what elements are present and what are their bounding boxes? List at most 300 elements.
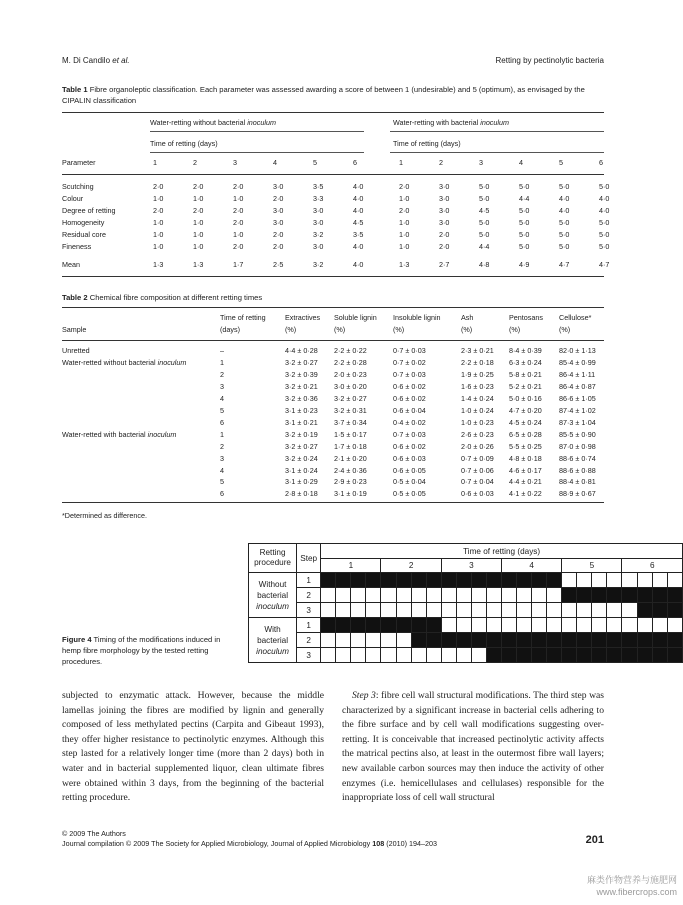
table1-cell: 5·0 — [559, 229, 570, 239]
figure4-empty-cell — [532, 618, 547, 633]
table1-header-rule — [62, 174, 604, 175]
figure4-empty-cell — [321, 588, 336, 603]
table2-cell: 0·6 ± 0·02 — [393, 441, 426, 451]
table2-cell: 1·7 ± 0·18 — [334, 441, 367, 451]
figure4-filled-cell — [637, 588, 652, 603]
table1-caption — [62, 84, 604, 106]
table1-cell: 5·0 — [519, 181, 530, 191]
table1-cell: 1·0 — [193, 229, 204, 239]
figure4-empty-cell — [622, 573, 637, 588]
figure4-empty-cell — [396, 603, 411, 618]
figure4-filled-cell — [652, 633, 667, 648]
table2-cell: 88·6 ± 0·88 — [559, 465, 596, 475]
table2-cell: 3·2 ± 0·31 — [334, 405, 367, 415]
table2-header-row — [62, 324, 604, 336]
table2-column-header — [62, 312, 220, 324]
figure4-empty-cell — [652, 573, 667, 588]
body-paragraph-left: subjected to enzymatic attack. However, because the middle lamellas joining the fibres are modified by lignin and generally composed of less methylated pectins (Carpita and Gibeaut 1993), they offer higher resistance to pectinolytic enzymes. Although this step lasted for a relatively longer time (more than 2 days) both in water and in bacterial supplemented liquor, clean ultimate fibres were obtained within 3 days, from the beginning of the bacterial retting procedure. — [62, 690, 324, 804]
table2-cell: 3·1 ± 0·21 — [285, 417, 318, 427]
table2-cell: 88·9 ± 0·67 — [559, 489, 596, 499]
table2-label: Table 2 — [62, 293, 88, 302]
figure4-chart — [248, 543, 683, 663]
table1-cell: 1·3 — [153, 260, 164, 269]
table1-cell: 4·0 — [353, 181, 364, 191]
table1-row-label: Homogeneity — [62, 217, 105, 227]
table2-cell: 0·5 ± 0·04 — [393, 477, 426, 487]
table1-cell: 2·0 — [193, 205, 204, 215]
table2-day: 5 — [220, 405, 224, 415]
table2-column-header: (%) — [285, 325, 297, 334]
table2-column-header: (%) — [461, 325, 473, 334]
table2-cell: 3·2 ± 0·24 — [285, 453, 318, 463]
table2-cell: 0·7 ± 0·03 — [393, 369, 426, 379]
table1-cell: 1·0 — [153, 241, 164, 251]
table2-cell: 3·2 ± 0·27 — [334, 393, 367, 403]
figure4-filled-cell — [426, 618, 441, 633]
table2-sample — [62, 488, 220, 500]
figure4-empty-cell — [441, 618, 456, 633]
table2-cell: 3·1 ± 0·29 — [285, 477, 318, 487]
table1-cell: 2·0 — [273, 241, 284, 251]
running-header-title: Retting by pectinolytic bacteria — [495, 56, 604, 65]
table2-cell: 0·6 ± 0·02 — [393, 393, 426, 403]
table1-cell: 5·0 — [599, 217, 610, 227]
figure4-empty-cell — [486, 588, 501, 603]
figure4-filled-cell — [652, 648, 667, 663]
figure4-filled-cell — [637, 603, 652, 618]
table2-cell: 5·5 ± 0·25 — [509, 441, 542, 451]
table2-column-header: Pentosans — [509, 313, 543, 322]
table1-cell: 2·0 — [233, 205, 244, 215]
table2-cell: 88·6 ± 0·74 — [559, 453, 596, 463]
table1-cell: 3·0 — [439, 205, 450, 215]
figure4-filled-cell — [381, 573, 396, 588]
table1-cell: 4·5 — [479, 205, 490, 215]
figure4-day-label: 1 — [321, 559, 381, 573]
figure4-filled-cell — [486, 633, 501, 648]
table1-cell: 3·0 — [313, 241, 324, 251]
table1-cell: 1·0 — [399, 193, 410, 203]
table2-cell: 2·4 ± 0·36 — [334, 465, 367, 475]
figure4-filled-cell — [411, 573, 426, 588]
figure4-caption — [62, 634, 222, 667]
figure4-empty-cell — [607, 573, 622, 588]
figure4-empty-cell — [426, 603, 441, 618]
figure4-empty-cell — [366, 633, 381, 648]
page-number: 201 — [585, 834, 604, 846]
table2-day: 1 — [220, 357, 224, 367]
table1-cell: 3·5 — [353, 229, 364, 239]
table2-row — [62, 345, 604, 357]
figure4-filled-cell — [381, 618, 396, 633]
table2-cell: 0·6 ± 0·03 — [393, 453, 426, 463]
figure4-empty-cell — [577, 573, 592, 588]
table1-cell: 5·0 — [519, 229, 530, 239]
figure4-empty-cell — [592, 573, 607, 588]
figure4-filled-cell — [501, 573, 516, 588]
figure4-filled-cell — [426, 573, 441, 588]
body-paragraph-right: Step 3: fibre cell wall structural modifications. The third step was characterized by a significant increase in bacterial cells adhering to the fibre surface and by cell wall modifications suggesting over-retting. It is conceivable that increased pectinolytic activity affects the matrical pectins also, at least in the outermost fibre wall layers; new available carbon sources may then induce the activity of other enzymes (i.e. hemicellulases and cellulases) responsible for the inappropriate loss of cell wall structural — [342, 690, 604, 804]
table2-header — [62, 312, 604, 336]
table2-column-header: (%) — [393, 325, 405, 334]
table2-cell: 4·4 ± 0·28 — [285, 346, 318, 355]
table2-column-header: (%) — [334, 325, 346, 334]
figure4-filled-cell — [336, 573, 351, 588]
figure4-filled-cell — [517, 573, 532, 588]
table2-bottom-rule — [62, 502, 604, 503]
table2-cell: 0·7 ± 0·06 — [461, 465, 494, 475]
figure4-filled-cell — [622, 588, 637, 603]
table1-cell: 4·0 — [559, 205, 570, 215]
table2-cell: 5·2 ± 0·21 — [509, 381, 542, 391]
table2-day: – — [220, 346, 224, 355]
table1-cell: 2·0 — [439, 229, 450, 239]
figure4-filled-cell — [607, 588, 622, 603]
table2-sample — [62, 441, 220, 453]
table1-cell: 3·0 — [439, 217, 450, 227]
figure4-filled-cell — [336, 618, 351, 633]
table1-header-row — [62, 158, 604, 167]
figure4-step-number: 1 — [297, 618, 321, 633]
figure4-empty-cell — [396, 648, 411, 663]
figure4-filled-cell — [366, 618, 381, 633]
table2-day: 2 — [220, 369, 224, 379]
figure4-empty-cell — [592, 603, 607, 618]
figure4-filled-cell — [441, 573, 456, 588]
table2-sample: Water-retted without bacterial inoculum — [62, 357, 187, 367]
table1-cell: 1·0 — [233, 229, 244, 239]
table2-cell: 5·0 ± 0·16 — [509, 393, 542, 403]
table2-sample: Water-retted with bacterial inoculum — [62, 429, 177, 439]
table1-cell: 4·0 — [353, 241, 364, 251]
figure4-empty-cell — [562, 573, 577, 588]
table1-cell: 1·0 — [233, 193, 244, 203]
figure4-group-label: With bacterial inoculum — [249, 618, 297, 663]
figure4-filled-cell — [577, 633, 592, 648]
table2-cell: 86·4 ± 1·11 — [559, 369, 596, 379]
table2-column-header: Cellulose* — [559, 313, 592, 322]
figure4-empty-cell — [396, 633, 411, 648]
table2-caption-text: Chemical fibre composition at different retting times — [87, 293, 263, 302]
table2-row — [62, 429, 604, 441]
figure4-empty-cell — [456, 648, 471, 663]
figure4-filled-cell — [577, 648, 592, 663]
figure4-filled-cell — [486, 648, 501, 663]
footer-journal: Journal compilation © 2009 The Society for Applied Microbiology, Journal of Applied Microbiology 108 (2010) 194–203 — [62, 839, 438, 848]
table2-cell: 3·2 ± 0·19 — [285, 429, 318, 439]
table2-day: 2 — [220, 441, 224, 451]
figure4-empty-cell — [351, 648, 366, 663]
table2-row — [62, 453, 604, 465]
figure4-caption-text: Timing of the modifications induced in hemp fibre morphology by the tested retting procedures. — [62, 635, 221, 666]
table1-cell: 5·0 — [479, 181, 490, 191]
figure4-empty-cell — [532, 603, 547, 618]
figure4-step-number: 1 — [297, 573, 321, 588]
figure4-empty-cell — [471, 648, 486, 663]
figure4-step-row — [249, 648, 683, 663]
table1-row-label: Mean — [62, 260, 80, 269]
figure4-filled-cell — [471, 633, 486, 648]
figure4-filled-cell — [456, 573, 471, 588]
figure4-step-row — [249, 588, 683, 603]
table2-top-rule — [62, 307, 604, 308]
figure4-empty-cell — [351, 588, 366, 603]
figure4-filled-cell — [532, 573, 547, 588]
table1-cell: 2·7 — [439, 260, 450, 269]
table2-day: 5 — [220, 477, 224, 487]
table2-cell: 0·6 ± 0·04 — [393, 405, 426, 415]
table2-cell: 86·6 ± 1·05 — [559, 393, 596, 403]
watermark — [587, 874, 677, 898]
figure4-empty-cell — [547, 588, 562, 603]
table2-cell: 2·2 ± 0·18 — [461, 357, 494, 367]
figure4-filled-cell — [351, 573, 366, 588]
table2-cell: 4·6 ± 0·17 — [509, 465, 542, 475]
table1-cell: 1·3 — [399, 260, 410, 269]
table1-cell: 1·0 — [153, 193, 164, 203]
table1-cell: 3·3 — [313, 193, 324, 203]
table2-cell: 2·2 ± 0·28 — [334, 357, 367, 367]
figure4-step-number: 2 — [297, 588, 321, 603]
table1-cell: 4·7 — [599, 260, 610, 269]
table1-day-header: 4 — [519, 158, 523, 167]
table1-cell: 1·0 — [193, 217, 204, 227]
figure4-step-row — [249, 573, 683, 588]
table1-time-label-2: Time of retting (days) — [393, 139, 461, 148]
table1-cell: 2·0 — [153, 181, 164, 191]
table2-cell: 82·0 ± 1·13 — [559, 346, 596, 355]
figure4-filled-cell — [592, 648, 607, 663]
figure4-empty-cell — [486, 603, 501, 618]
table1-cell: 3·0 — [439, 193, 450, 203]
figure4-filled-cell — [517, 648, 532, 663]
table2-cell: 3·0 ± 0·20 — [334, 381, 367, 391]
figure4-step-number: 3 — [297, 603, 321, 618]
table1-row-label: Fineness — [62, 241, 92, 251]
table2-caption — [62, 292, 262, 303]
table1-cell: 4·0 — [353, 205, 364, 215]
table1-row — [62, 228, 609, 240]
table1-cell: 3·0 — [439, 181, 450, 191]
table1-cell: 5·0 — [599, 229, 610, 239]
table1-cell: 4·5 — [353, 217, 364, 227]
figure4-filled-cell — [652, 603, 667, 618]
figure4-empty-cell — [336, 633, 351, 648]
table1-time-rule-2 — [390, 152, 604, 153]
figure4-filled-cell — [562, 588, 577, 603]
table1-cell: 5·0 — [479, 193, 490, 203]
table1-cell: 3·0 — [273, 181, 284, 191]
figure4-step-number: 3 — [297, 648, 321, 663]
table2-day: 4 — [220, 465, 224, 475]
table2-cell: 3·1 ± 0·24 — [285, 465, 318, 475]
figure4-filled-cell — [577, 588, 592, 603]
figure4-filled-cell — [321, 573, 336, 588]
table1-cell: 1·0 — [153, 229, 164, 239]
figure4-empty-cell — [441, 648, 456, 663]
table1-cell: 2·5 — [273, 260, 284, 269]
table1-cell: 4·0 — [599, 205, 610, 215]
table2-day: 3 — [220, 381, 224, 391]
figure4-empty-cell — [501, 588, 516, 603]
figure4-empty-cell — [366, 588, 381, 603]
figure4-filled-cell — [471, 573, 486, 588]
figure4-filled-cell — [607, 648, 622, 663]
table2-cell: 0·6 ± 0·05 — [393, 465, 426, 475]
table2-column-header: Time of retting — [220, 313, 266, 322]
table2-sample — [62, 417, 220, 429]
table1-cell: 5·0 — [599, 181, 610, 191]
table1-cell: 4·0 — [353, 193, 364, 203]
table1-caption-text: Fibre organoleptic classification. Each parameter was assessed awarding a score of between 1 (undesirable) and 5 (optimum), as envisaged by the CIPALIN classification — [62, 85, 585, 105]
table1-day-header: 5 — [559, 158, 563, 167]
table2-cell: 3·7 ± 0·34 — [334, 417, 367, 427]
table1-cell: 5·0 — [519, 217, 530, 227]
table2-cell: 6·3 ± 0·24 — [509, 357, 542, 367]
table2-cell: 1·5 ± 0·17 — [334, 429, 367, 439]
body-column-right — [342, 689, 604, 806]
figure4-procedure-header: Retting procedure — [249, 544, 297, 573]
figure4-step-row — [249, 603, 683, 618]
figure4-filled-cell — [622, 648, 637, 663]
table2-day: 3 — [220, 453, 224, 463]
table1-row-label: Degree of retting — [62, 205, 116, 215]
table2-cell: 0·6 ± 0·03 — [461, 489, 494, 499]
table1-cell: 5·0 — [559, 181, 570, 191]
figure4-empty-cell — [667, 618, 682, 633]
table1-cell: 3·0 — [313, 217, 324, 227]
table2-day: 6 — [220, 417, 224, 427]
figure4-empty-cell — [547, 618, 562, 633]
figure4-filled-cell — [486, 573, 501, 588]
figure4-filled-cell — [637, 648, 652, 663]
table1-cell: 1·3 — [193, 260, 204, 269]
table1-time-label-1: Time of retting (days) — [150, 139, 218, 148]
table2-cell: 85·4 ± 0·99 — [559, 357, 596, 367]
figure4-empty-cell — [456, 588, 471, 603]
figure4-empty-cell — [622, 603, 637, 618]
table1-cell: 5·0 — [559, 241, 570, 251]
table1-bottom-rule — [62, 276, 604, 277]
table1-cell: 3·2 — [313, 260, 324, 269]
figure4-filled-cell — [351, 618, 366, 633]
figure4-filled-cell — [592, 588, 607, 603]
table2-cell: 5·8 ± 0·21 — [509, 369, 542, 379]
figure4-empty-cell — [607, 603, 622, 618]
table1-group1-label: Water-retting without bacterial inoculum — [150, 118, 276, 127]
figure4-filled-cell — [562, 648, 577, 663]
figure4-filled-cell — [667, 633, 682, 648]
figure4-empty-cell — [637, 618, 652, 633]
figure4-filled-cell — [592, 633, 607, 648]
table2-cell: 1·6 ± 0·23 — [461, 381, 494, 391]
table1-day-header: 3 — [233, 158, 237, 167]
table2-column-header: Sample — [62, 325, 87, 334]
table1-cell: 3·0 — [273, 217, 284, 227]
running-header-authors — [62, 56, 130, 65]
figure4-filled-cell — [607, 633, 622, 648]
table2-row — [62, 465, 604, 477]
table2-cell: 86·4 ± 0·87 — [559, 381, 596, 391]
figure4-empty-cell — [381, 588, 396, 603]
figure4-filled-cell — [411, 618, 426, 633]
figure4-empty-cell — [411, 648, 426, 663]
table2-row — [62, 441, 604, 453]
table2-row — [62, 381, 604, 393]
figure4-empty-cell — [517, 618, 532, 633]
figure4-empty-cell — [592, 618, 607, 633]
figure4-empty-cell — [321, 648, 336, 663]
table2-sample — [62, 465, 220, 477]
table2-cell: 2·3 ± 0·21 — [461, 346, 494, 355]
table2-cell: 4·4 ± 0·21 — [509, 477, 542, 487]
figure4-empty-cell — [622, 618, 637, 633]
figure4-empty-cell — [652, 618, 667, 633]
table1-cell: 3·5 — [313, 181, 324, 191]
figure4-empty-cell — [562, 618, 577, 633]
table2-column-header: Ash — [461, 313, 474, 322]
table1-cell: 2·0 — [273, 229, 284, 239]
table2 — [62, 345, 604, 500]
table2-cell: 3·2 ± 0·27 — [285, 441, 318, 451]
figure4-filled-cell — [396, 618, 411, 633]
figure4-empty-cell — [351, 633, 366, 648]
figure4-day-label: 6 — [622, 559, 683, 573]
figure4-empty-cell — [381, 603, 396, 618]
figure4-empty-cell — [441, 603, 456, 618]
figure4-label: Figure 4 — [62, 635, 92, 644]
table1-row — [62, 252, 609, 269]
table2-cell: 3·2 ± 0·27 — [285, 357, 318, 367]
figure4-empty-cell — [411, 603, 426, 618]
figure4-day-label: 4 — [501, 559, 561, 573]
table1-row — [62, 216, 609, 228]
figure4-filled-cell — [652, 588, 667, 603]
table1 — [62, 158, 604, 167]
table1-day-header: 5 — [313, 158, 317, 167]
table1-cell: 4·8 — [479, 260, 490, 269]
table1-cell: 1·0 — [399, 229, 410, 239]
table2-cell: 0·7 ± 0·03 — [393, 346, 426, 355]
figure4-group-label: Without bacterial inoculum — [249, 573, 297, 618]
table1-time-rule-1 — [150, 152, 364, 153]
figure4-empty-cell — [517, 603, 532, 618]
table2-cell: 0·7 ± 0·04 — [461, 477, 494, 487]
table2-column-header: (%) — [559, 325, 571, 334]
table2-cell: 2·1 ± 0·20 — [334, 453, 367, 463]
figure4-empty-cell — [441, 588, 456, 603]
table2-cell: 8·4 ± 0·39 — [509, 346, 542, 355]
table1-row — [62, 180, 609, 192]
et-al: et al. — [112, 56, 130, 65]
figure4-filled-cell — [532, 633, 547, 648]
table1-cell: 2·0 — [399, 181, 410, 191]
figure4-day-label: 3 — [441, 559, 501, 573]
figure4-empty-cell — [396, 588, 411, 603]
figure4-empty-cell — [486, 618, 501, 633]
table1-row — [62, 192, 609, 204]
table1-cell: 1·0 — [193, 193, 204, 203]
table1-cell: 4·4 — [519, 193, 530, 203]
figure4-time-header: Time of retting (days) — [321, 544, 683, 559]
table2-cell: 88·4 ± 0·81 — [559, 477, 596, 487]
figure4-filled-cell — [547, 648, 562, 663]
figure4-empty-cell — [336, 588, 351, 603]
table1-cell: 5·0 — [599, 241, 610, 251]
figure4-empty-cell — [456, 618, 471, 633]
table1-row-label: Residual core — [62, 229, 106, 239]
figure4-day-label: 5 — [562, 559, 622, 573]
